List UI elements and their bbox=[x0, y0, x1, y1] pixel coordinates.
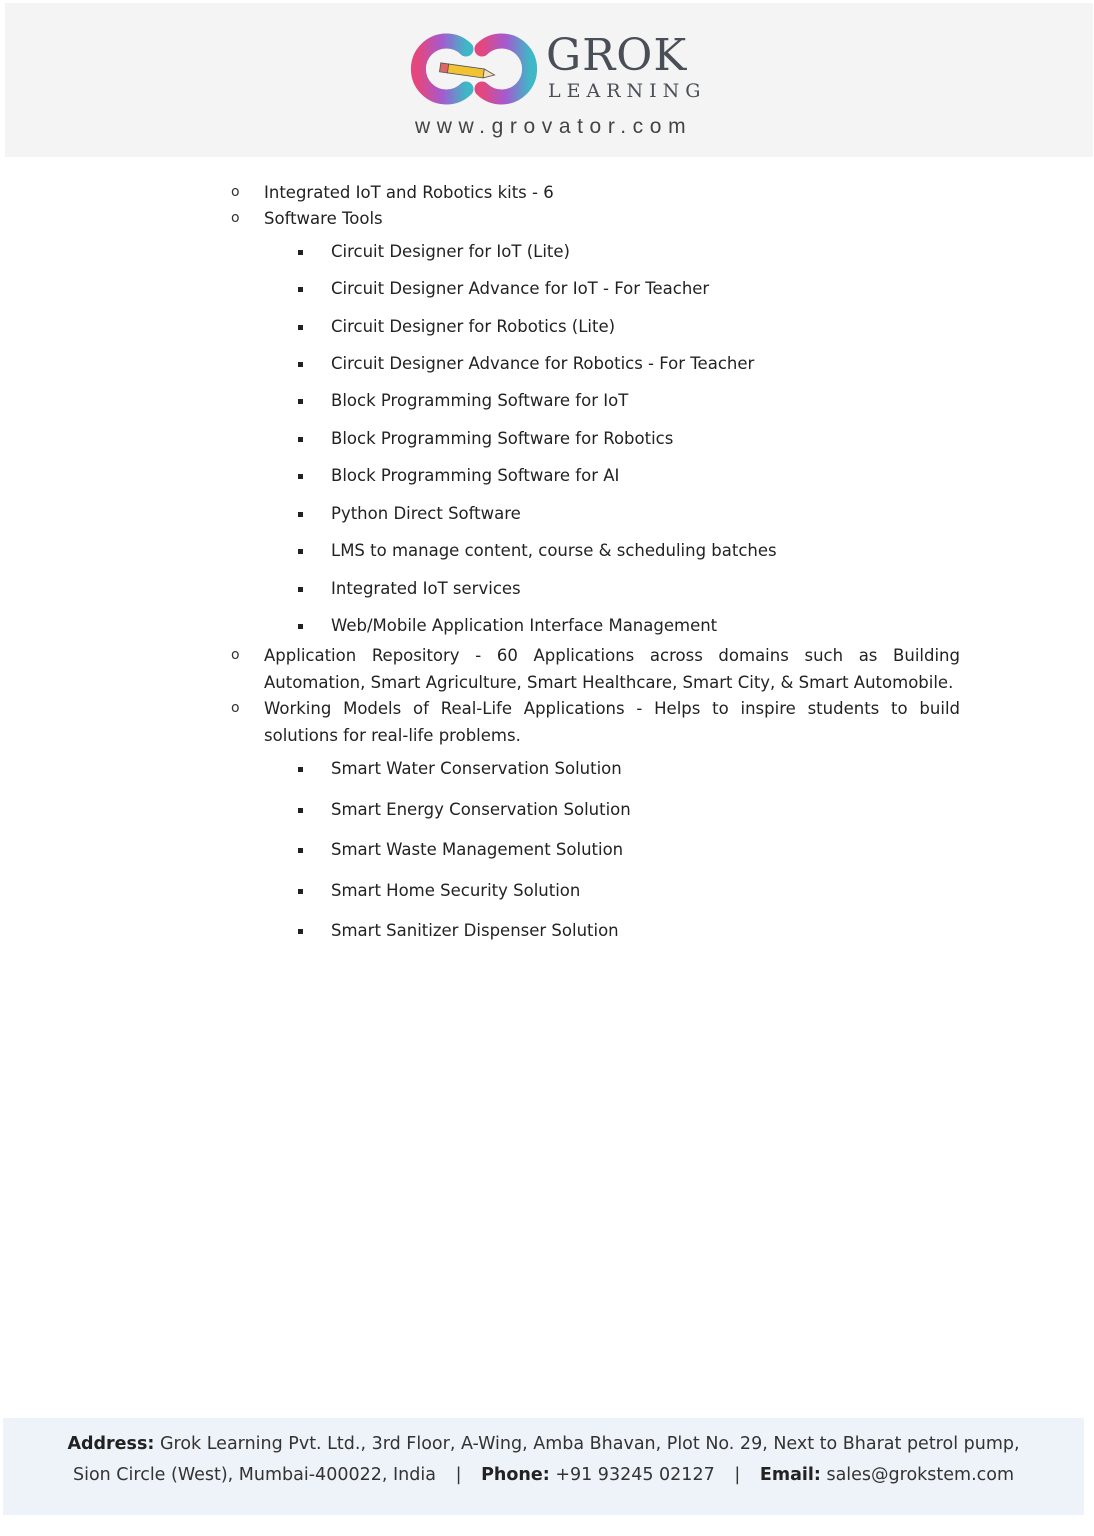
letterhead bbox=[5, 3, 1093, 157]
sub-list-item-text: LMS to manage content, course & scheduling batches bbox=[331, 541, 777, 560]
square-bullet-icon bbox=[298, 889, 303, 894]
sub-list-item-text: Python Direct Software bbox=[331, 504, 521, 523]
sub-list-item bbox=[331, 919, 619, 943]
square-bullet-icon bbox=[298, 929, 303, 934]
sub-list-item bbox=[331, 757, 622, 781]
website-url: www.grovator.com bbox=[415, 115, 693, 138]
list-item-text: Integrated IoT and Robotics kits - 6 bbox=[264, 183, 554, 202]
list-item bbox=[231, 205, 383, 232]
square-bullet-icon bbox=[298, 587, 303, 592]
sub-list-item bbox=[331, 879, 580, 903]
sub-list-item bbox=[331, 502, 521, 526]
square-bullet-icon bbox=[298, 399, 303, 404]
square-bullet-icon bbox=[298, 624, 303, 629]
circle-bullet-icon: o bbox=[231, 647, 240, 663]
square-bullet-icon bbox=[298, 474, 303, 479]
square-bullet-icon bbox=[298, 325, 303, 330]
phone-number: +91 93245 02127 bbox=[555, 1465, 715, 1485]
address-text-2: Sion Circle (West), Mumbai-400022, India bbox=[72, 1465, 436, 1485]
footer-address-line-2 bbox=[3, 1465, 1084, 1485]
sub-list-item-text: Web/Mobile Application Interface Management bbox=[331, 616, 718, 635]
list-item bbox=[231, 642, 960, 696]
sub-list-item-text: Smart Waste Management Solution bbox=[331, 840, 624, 859]
sub-list-item bbox=[331, 427, 673, 451]
sub-list-item bbox=[331, 240, 570, 264]
square-bullet-icon bbox=[298, 808, 303, 813]
list-item-text: Working Models of Real-Life Applications - Helps to inspire students to build solutions for real-life problems. bbox=[264, 699, 960, 745]
sub-list-item bbox=[331, 577, 521, 601]
sub-list-item-text: Block Programming Software for IoT bbox=[331, 391, 629, 410]
circle-bullet-icon: o bbox=[231, 184, 240, 200]
sub-list-item bbox=[331, 389, 628, 413]
sub-list-item-text: Smart Home Security Solution bbox=[331, 881, 581, 900]
circle-bullet-icon: o bbox=[231, 700, 240, 716]
brand-name: GROK bbox=[546, 30, 688, 81]
sub-list-item bbox=[331, 277, 709, 301]
sub-list-item-text: Integrated IoT services bbox=[331, 579, 521, 598]
email-label: Email: bbox=[759, 1465, 821, 1485]
list-item bbox=[231, 695, 960, 749]
sub-list-item-text: Circuit Designer for Robotics (Lite) bbox=[331, 317, 616, 336]
square-bullet-icon bbox=[298, 767, 303, 772]
sub-list-item-text: Smart Water Conservation Solution bbox=[331, 759, 622, 778]
separator: | bbox=[734, 1465, 741, 1485]
sub-list-item-text: Smart Energy Conservation Solution bbox=[331, 800, 631, 819]
sub-list-item-text: Smart Sanitizer Dispenser Solution bbox=[331, 921, 619, 940]
sub-list-item bbox=[331, 838, 623, 862]
list-item bbox=[231, 179, 554, 206]
sub-list-item-text: Circuit Designer Advance for IoT - For Teacher bbox=[331, 279, 710, 298]
address-label: Address: bbox=[67, 1434, 155, 1454]
sub-list-item-text: Block Programming Software for AI bbox=[331, 466, 620, 485]
sub-list-item bbox=[331, 464, 619, 488]
email-address: sales@grokstem.com bbox=[826, 1465, 1015, 1485]
list-item-text: Software Tools bbox=[264, 209, 383, 228]
sub-list-item bbox=[331, 539, 777, 563]
sub-list-item-text: Block Programming Software for Robotics bbox=[331, 429, 674, 448]
footer-address-line-1 bbox=[3, 1434, 1084, 1454]
address-text: Grok Learning Pvt. Ltd., 3rd Floor, A-Wing, Amba Bhavan, Plot No. 29, Next to Bharat petrol pump, bbox=[159, 1434, 1020, 1454]
circle-bullet-icon: o bbox=[231, 210, 240, 226]
square-bullet-icon bbox=[298, 287, 303, 292]
square-bullet-icon bbox=[298, 362, 303, 367]
separator: | bbox=[455, 1465, 462, 1485]
square-bullet-icon bbox=[298, 437, 303, 442]
sub-list-item bbox=[331, 315, 615, 339]
footer bbox=[3, 1418, 1084, 1515]
sub-list-item bbox=[331, 352, 754, 376]
grok-logo-icon bbox=[408, 33, 540, 105]
brand-subtitle: LEARNING bbox=[548, 80, 707, 102]
square-bullet-icon bbox=[298, 848, 303, 853]
sub-list-item bbox=[331, 798, 631, 822]
square-bullet-icon bbox=[298, 549, 303, 554]
square-bullet-icon bbox=[298, 512, 303, 517]
sub-list-item-text: Circuit Designer Advance for Robotics - For Teacher bbox=[331, 354, 755, 373]
sub-list-item-text: Circuit Designer for IoT (Lite) bbox=[331, 242, 570, 261]
list-item-text: Application Repository - 60 Applications across domains such as Building Automation, Smart Agriculture, Smart Healthcare, Smart City, & Smart Automobile. bbox=[264, 646, 960, 692]
phone-label: Phone: bbox=[481, 1465, 550, 1485]
sub-list-item bbox=[331, 614, 717, 638]
square-bullet-icon bbox=[298, 250, 303, 255]
